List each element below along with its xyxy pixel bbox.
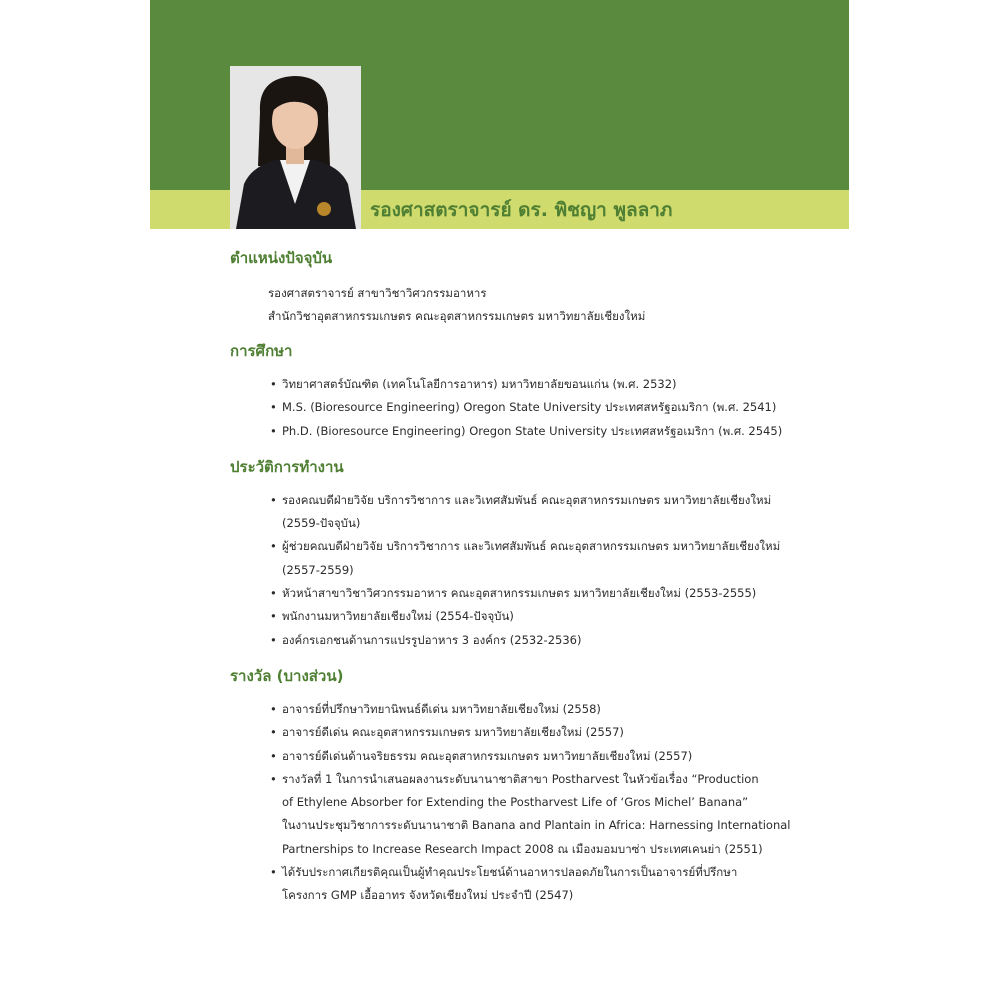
list-item-text: อาจารย์ที่ปรึกษาวิทยานิพนธ์ดีเด่น มหาวิทยาลัยเชียงใหม่ (2558) bbox=[282, 701, 601, 716]
bullet-icon: • bbox=[270, 748, 277, 763]
position-line: รองศาสตราจารย์ สาขาวิชาวิศวกรรมอาหาร bbox=[268, 286, 487, 300]
work-history-heading: ประวัติการทำงาน bbox=[230, 457, 344, 476]
bullet-icon: • bbox=[270, 632, 277, 647]
bullet-icon: • bbox=[270, 586, 277, 601]
awards-list bbox=[230, 698, 830, 908]
awards-heading: รางวัล (บางส่วน) bbox=[230, 666, 344, 685]
list-item bbox=[270, 373, 830, 396]
list-item bbox=[270, 698, 830, 721]
list-item-text: (2557-2559) bbox=[282, 562, 354, 577]
list-item-text: (2559-ปัจจุบัน) bbox=[282, 516, 361, 531]
list-item-text: รางวัลที่ 1 ในการนำเสนอผลงานระดับนานาชาติสาขา Postharvest ในหัวข้อเรื่อง “Production bbox=[282, 771, 759, 786]
person-portrait-icon bbox=[230, 66, 361, 229]
list-item bbox=[270, 605, 830, 628]
bullet-icon: • bbox=[270, 377, 277, 391]
list-item bbox=[270, 721, 830, 744]
list-item-text: วิทยาศาสตร์บัณฑิต (เทคโนโลยีการอาหาร) มหาวิทยาลัยขอนแก่น (พ.ศ. 2532) bbox=[282, 377, 677, 391]
list-item bbox=[270, 582, 830, 605]
profile-page bbox=[150, 0, 849, 1000]
bullet-icon: • bbox=[270, 701, 277, 716]
education-list bbox=[230, 373, 830, 443]
list-item-text: หัวหน้าสาขาวิชาวิศวกรรมอาหาร คณะอุตสาหกรรมเกษตร มหาวิทยาลัยเชียงใหม่ (2553-2555) bbox=[282, 586, 757, 601]
list-item-text: อาจารย์ดีเด่นด้านจริยธรรม คณะอุตสาหกรรมเกษตร มหาวิทยาลัยเชียงใหม่ (2557) bbox=[282, 748, 693, 763]
list-item bbox=[270, 535, 830, 582]
education-heading: การศึกษา bbox=[230, 342, 293, 360]
profile-name: รองศาสตราจารย์ ดร. พิชญา พูลลาภ bbox=[370, 199, 673, 221]
list-item-text: of Ethylene Absorber for Extending the Postharvest Life of ‘Gros Michel’ Banana” bbox=[282, 795, 749, 810]
list-item-text: ผู้ช่วยคณบดีฝ่ายวิจัย บริการวิชาการ และวิเทศสัมพันธ์ คณะอุตสาหกรรมเกษตร มหาวิทยาลัยเชียงใหม่ bbox=[282, 539, 781, 554]
bullet-icon: • bbox=[270, 423, 277, 438]
bullet-icon: • bbox=[270, 539, 277, 554]
list-item-text: Partnerships to Increase Research Impact 2008 ณ เมืองมอมบาซ่า ประเทศเคนย่า (2551) bbox=[282, 841, 763, 856]
list-item bbox=[270, 745, 830, 768]
bullet-icon: • bbox=[270, 865, 277, 880]
position-line: สำนักวิชาอุตสาหกรรมเกษตร คณะอุตสาหกรรมเกษตร มหาวิทยาลัยเชียงใหม่ bbox=[268, 308, 646, 323]
work-history-list bbox=[230, 489, 830, 652]
list-item-text: พนักงานมหาวิทยาลัยเชียงใหม่ (2554-ปัจจุบัน) bbox=[282, 609, 514, 624]
list-item-text: ในงานประชุมวิชาการระดับนานาชาติ Banana and Plantain in Africa: Harnessing International bbox=[282, 818, 791, 833]
position-heading: ตำแหน่งปัจจุบัน bbox=[230, 249, 333, 267]
list-item bbox=[270, 489, 830, 536]
list-item bbox=[270, 768, 830, 861]
bullet-icon: • bbox=[270, 771, 277, 786]
list-item-text: โครงการ GMP เอื้ออาทร จังหวัดเชียงใหม่ ประจำปี (2547) bbox=[282, 888, 574, 903]
list-item-text: ได้รับประกาศเกียรติคุณเป็นผู้ทำคุณประโยชน์ด้านอาหารปลอดภัยในการเป็นอาจารย์ที่ปรึกษา bbox=[282, 865, 738, 880]
list-item bbox=[270, 420, 830, 443]
bullet-icon: • bbox=[270, 609, 277, 624]
bullet-icon: • bbox=[270, 400, 277, 415]
list-item bbox=[270, 861, 830, 908]
list-item-text: รองคณบดีฝ่ายวิจัย บริการวิชาการ และวิเทศสัมพันธ์ คณะอุตสาหกรรมเกษตร มหาวิทยาลัยเชียงใหม่ bbox=[282, 492, 772, 507]
list-item-text: อาจารย์ดีเด่น คณะอุตสาหกรรมเกษตร มหาวิทยาลัยเชียงใหม่ (2557) bbox=[282, 725, 624, 740]
list-item-text: องค์กรเอกชนด้านการแปรรูปอาหาร 3 องค์กร (2532-2536) bbox=[282, 632, 582, 647]
position-text bbox=[268, 282, 830, 327]
profile-photo bbox=[230, 66, 361, 229]
list-item bbox=[270, 396, 830, 419]
profile-content bbox=[230, 242, 830, 916]
bullet-icon: • bbox=[270, 725, 277, 740]
list-item bbox=[270, 629, 830, 652]
list-item-text: Ph.D. (Bioresource Engineering) Oregon State University ประเทศสหรัฐอเมริกา (พ.ศ. 2545) bbox=[282, 423, 783, 438]
bullet-icon: • bbox=[270, 492, 277, 507]
list-item-text: M.S. (Bioresource Engineering) Oregon State University ประเทศสหรัฐอเมริกา (พ.ศ. 2541) bbox=[282, 400, 777, 415]
